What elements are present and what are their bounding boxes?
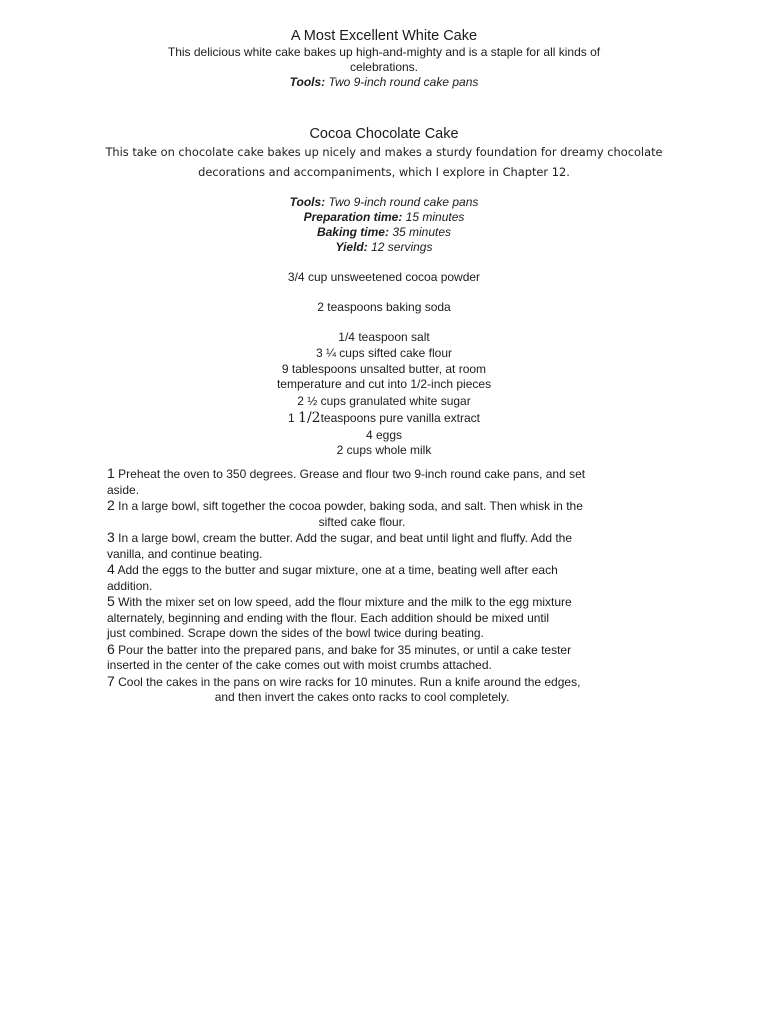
recipe2-prep-time — [0, 210, 768, 225]
recipe1-tools-label: Tools: — [289, 75, 326, 89]
ingredient-baking-soda: 2 teaspoons baking soda — [317, 300, 451, 314]
step-text: Cool the cakes in the pans on wire racks for 10 minutes. Run a knife around the edges, — [118, 674, 581, 689]
recipe2-title: Cocoa Chocolate Cake — [309, 126, 459, 142]
step-text-cont: alternately, beginning and ending with the flour. Each addition should be mixed until — [107, 610, 550, 625]
recipe1-desc-line1: This delicious white cake bakes up high-and-mighty and is a staple for all kinds of — [167, 45, 601, 59]
step-text-cont: vanilla, and continue beating. — [107, 546, 263, 561]
step-number: 1 — [107, 465, 115, 481]
recipe2-tools — [0, 195, 768, 210]
ingredient-vanilla-fraction: 1/2 — [298, 410, 321, 426]
step-text: Pour the batter into the prepared pans, and bake for 35 minutes, or until a cake tester — [118, 642, 572, 657]
ingredient-salt: 1/4 teaspoon salt — [338, 330, 430, 344]
recipe2-prep-label: Preparation time: — [303, 210, 403, 224]
recipe2-desc-line2: decorations and accompaniments, which I explore in Chapter 12. — [198, 165, 570, 179]
recipe2-description — [95, 142, 673, 182]
step-5 — [107, 594, 617, 642]
step-text-cont: inserted in the center of the cake comes out with moist crumbs attached. — [107, 658, 492, 672]
recipe2-prep-value: 15 minutes — [405, 210, 465, 224]
recipe1-desc-line2: celebrations. — [349, 60, 419, 74]
ingredient-vanilla-whole: 1 — [288, 411, 295, 425]
ingredient-butter — [0, 362, 768, 392]
recipe1-tools — [0, 75, 768, 90]
step-text: Add the eggs to the butter and sugar mixture, one at a time, beating well after each — [117, 563, 558, 577]
ingredient-flour: 3 ¼ cups sifted cake flour — [315, 346, 453, 360]
step-number: 3 — [107, 529, 115, 545]
instructions — [107, 466, 617, 706]
ingredient-eggs: 4 eggs — [365, 428, 403, 442]
ingredient-sugar: 2 ½ cups granulated white sugar — [297, 394, 471, 408]
recipe1-description — [150, 45, 618, 75]
step-text-cont: sifted cake flour. — [318, 514, 406, 529]
ingredient-butter-line2: temperature and cut into 1/2-inch pieces — [276, 377, 492, 391]
ingredient-vanilla — [0, 411, 768, 426]
step-number: 2 — [107, 497, 115, 513]
ingredient-butter-line1: 9 tablespoons unsalted butter, at room — [281, 362, 487, 376]
step-4 — [107, 562, 617, 594]
ingredient-milk: 2 cups whole milk — [336, 443, 432, 457]
step-text-cont: aside. — [107, 482, 140, 497]
step-number: 4 — [107, 561, 115, 577]
step-6 — [107, 642, 617, 674]
recipe2-tools-value: Two 9-inch round cake pans — [328, 195, 479, 209]
recipe2-desc-line1: This take on chocolate cake bakes up nicely and makes a sturdy foundation for dreamy chocolate — [105, 145, 663, 159]
recipe2-yield-value: 12 servings — [371, 240, 433, 254]
recipe2-bake-value: 35 minutes — [392, 225, 452, 239]
step-text-cont: just combined. Scrape down the sides of the bowl twice during beating. — [107, 626, 484, 640]
step-number: 7 — [107, 672, 115, 689]
step-3 — [107, 530, 617, 562]
recipe2-bake-time — [0, 225, 768, 240]
step-2 — [107, 498, 617, 530]
step-text: With the mixer set on low speed, add the flour mixture and the milk to the egg mixture — [118, 595, 572, 609]
recipe1-tools-value: Two 9-inch round cake pans — [328, 75, 479, 89]
ingredient-cocoa: 3/4 cup unsweetened cocoa powder — [287, 270, 481, 284]
recipe2-meta — [0, 195, 768, 255]
step-number: 5 — [107, 593, 115, 609]
recipe2-yield — [0, 240, 768, 255]
step-text-cont: addition. — [107, 578, 153, 593]
recipe2-yield-label: Yield: — [335, 240, 368, 254]
recipe2-tools-label: Tools: — [289, 195, 326, 209]
step-text: In a large bowl, sift together the cocoa powder, baking soda, and salt. Then whisk in the — [118, 499, 583, 513]
step-text: In a large bowl, cream the butter. Add the sugar, and beat until light and fluffy. Add the — [118, 531, 573, 545]
ingredient-vanilla-rest: teaspoons pure vanilla extract — [320, 411, 480, 425]
step-text: Preheat the oven to 350 degrees. Grease and flour two 9-inch round cake pans, and set — [118, 467, 586, 481]
recipe2-bake-label: Baking time: — [316, 225, 389, 239]
recipe1-title: A Most Excellent White Cake — [290, 28, 478, 44]
step-text-cont: and then invert the cakes onto racks to cool completely. — [214, 690, 510, 704]
step-1 — [107, 466, 617, 498]
step-number: 6 — [107, 640, 115, 657]
step-7 — [107, 674, 617, 706]
